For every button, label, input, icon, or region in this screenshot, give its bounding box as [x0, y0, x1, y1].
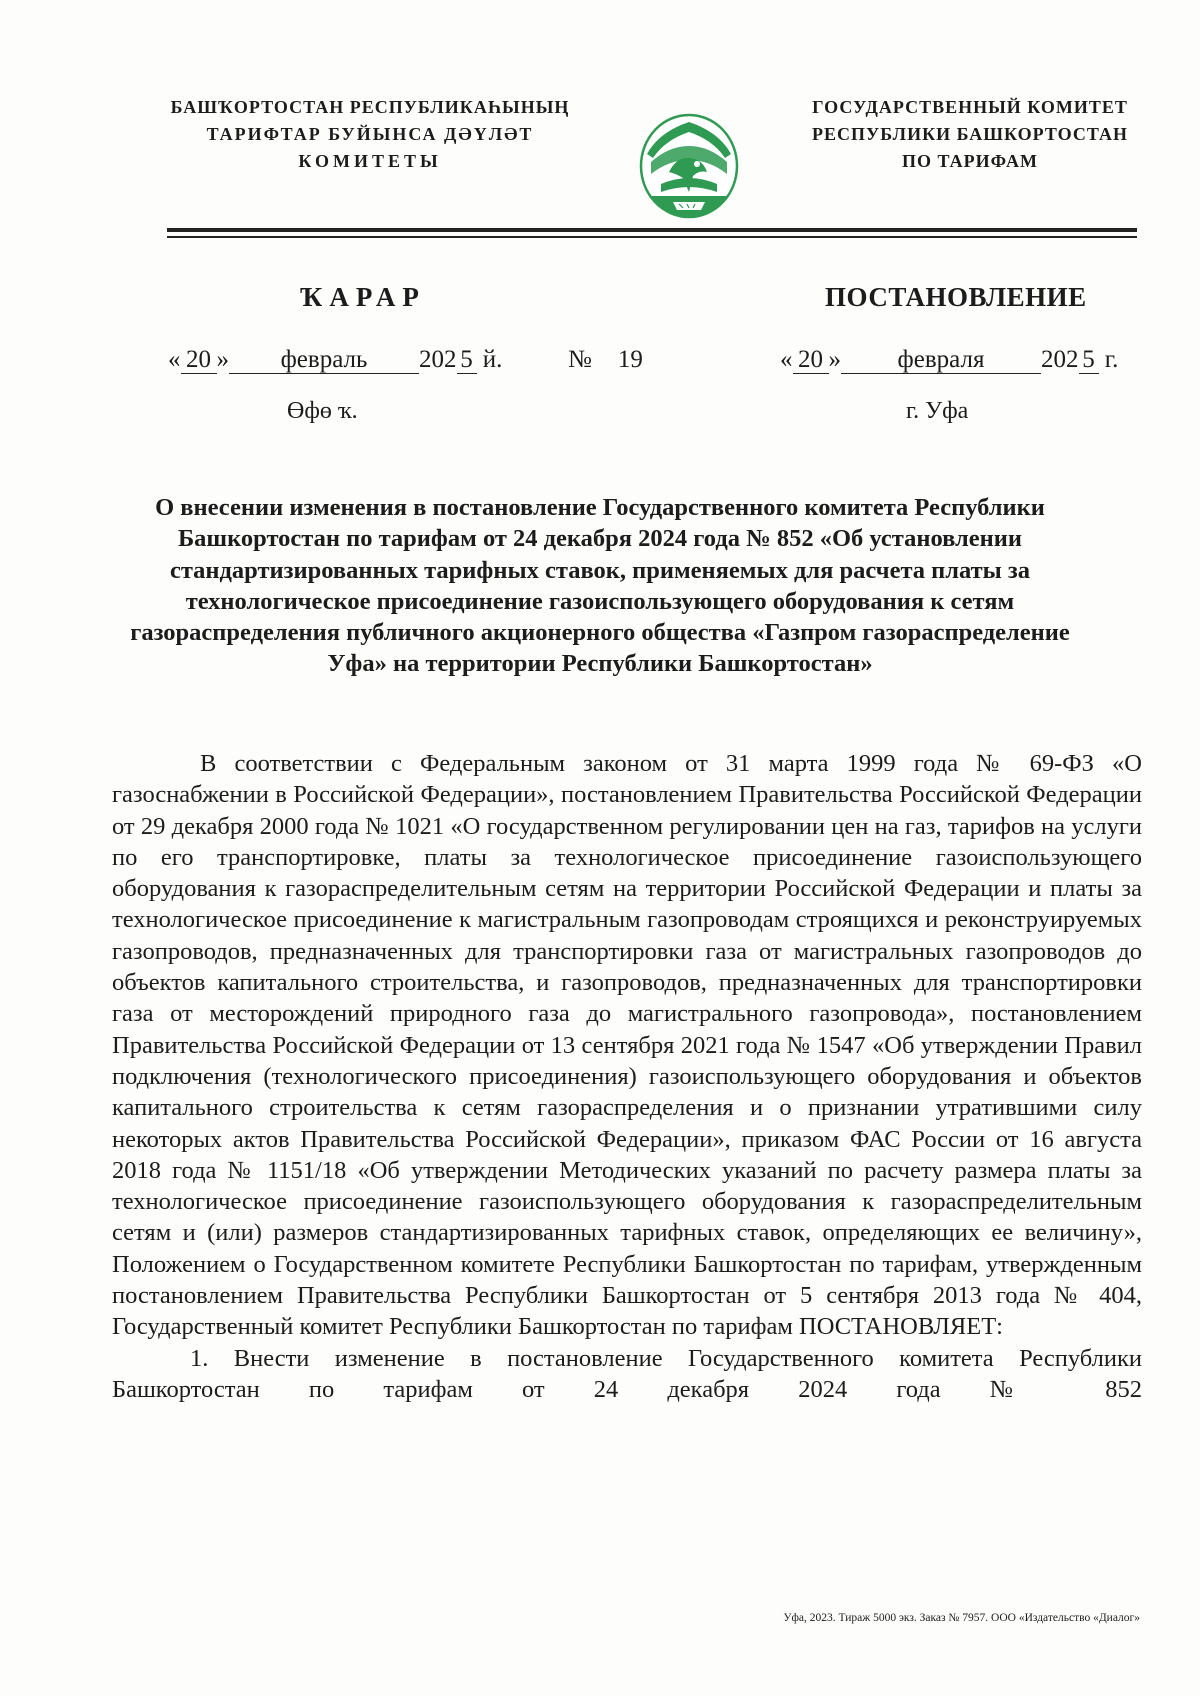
date-right-suffix: г. — [1104, 346, 1119, 373]
header-russian-org — [760, 94, 1180, 175]
header-left-line-3: КОМИТЕТЫ — [298, 151, 442, 171]
city-russian: г. Уфа — [906, 398, 969, 424]
header-right-line-3: ПО ТАРИФАМ — [902, 151, 1038, 171]
header-left-line-2: ТАРИФТАР БУЙЫНСА ДӘҮЛӘТ — [206, 124, 534, 144]
date-left-year-prefix: 202 — [419, 346, 457, 373]
header-left-line-1: БАШҠОРТОСТАН РЕСПУБЛИКАҺЫНЫҢ — [170, 97, 570, 117]
city-bashkir: Өфө ҡ. — [287, 398, 358, 424]
header-right-line-2: РЕСПУБЛИКИ БАШКОРТОСТАН — [812, 124, 1128, 144]
date-right-open-quote: « — [780, 346, 793, 373]
bashkortostan-emblem-icon — [638, 112, 740, 220]
date-left-close-quote: » — [216, 346, 229, 373]
header-right-line-1: ГОСУДАРСТВЕННЫЙ КОМИТЕТ — [812, 97, 1128, 117]
document-number — [568, 346, 643, 374]
date-left-suffix: й. — [482, 346, 503, 373]
body-preamble: В соответствии с Федеральным законом от 31 марта 1999 года № 69-ФЗ «О газоснабжении в Российской Федерации», постановлением Правительства Российской Федерации от 29 декабря 2000 года № 1021 «О государственном регулировании цен на газ, тарифов на услуги по его транспортировке, платы за технологическое присоединение газоиспользующего оборудования к газораспределительным сетям на территории Российской Федерации и платы за технологическое присоединение к магистральным газопроводам строящихся и реконструируемых газопроводов, предназначенных для транспортировки газа от магистральных газопроводов до объектов капитального строительства, и газопроводов, предназначенных для транспортировки газа от месторождений природного газа до магистрального газопровода», постановлением Правительства Российской Федерации от 13 сентября 2021 года № 1547 «Об утверждении Правил подключения (технологического присоединения) газоиспользующего оборудования и объектов капитального строительства к сетям газораспределения и о признании утратившими силу некоторых актов Правительства Российской Федерации», приказом ФАС России от 16 августа 2018 года № 1151/18 «Об утверждении Методических указаний по расчету размера платы за технологическое присоединение газоиспользующего оборудования к газораспределительным сетям и (или) размеров стандартизированных тарифных ставок, определяющих ее величину», Положением о Государственном комитете Республики Башкортостан по тарифам, утвержденным постановлением Правительства Республики Башкортостан от 5 сентября 2013 года № 404, Государственный комитет Республики Башкортостан по тарифам ПОСТАНОВЛЯЕТ: — [112, 750, 1142, 1341]
date-right-close-quote: » — [828, 346, 841, 373]
date-right-year-prefix: 202 — [1041, 346, 1079, 373]
number-sign: № — [568, 346, 592, 373]
date-russian — [780, 346, 1118, 374]
print-footer: Уфа, 2023. Тираж 5000 экз. Заказ № 7957. ООО «Издательство «Диалог» — [783, 1612, 1140, 1624]
date-left-day: 20 — [181, 347, 217, 374]
number-value: 19 — [617, 346, 643, 373]
document-body — [112, 748, 1142, 1405]
body-item-1: 1. Внести изменение в постановление Государственного комитета Республики Башкортостан по тарифам от 24 декабря 2024 года № 852 — [112, 1344, 1142, 1403]
date-bashkir — [168, 346, 502, 374]
document-title: О внесении изменения в постановление Государственного комитета Республики Башкортостан по тарифам от 24 декабря 2024 года № 852 «Об установлении стандартизированных тарифных ставок, применяемых для расчета платы за технологическое присоединение газоиспользующего оборудования к сетям газораспределения публичного акционерного общества «Газпром газораспределение Уфа» на территории Республики Башкортостан» — [130, 494, 1070, 678]
title-karar: ҠАРАР — [300, 282, 426, 312]
date-left-year-digit: 5 — [457, 347, 477, 374]
date-right-day: 20 — [793, 347, 829, 374]
header-bashkir-org — [150, 94, 590, 175]
date-right-month: февраля — [841, 347, 1041, 374]
date-right-year-digit: 5 — [1079, 347, 1099, 374]
date-left-month: февраль — [229, 347, 419, 374]
header-divider-thick — [167, 228, 1137, 232]
title-postanovlenie: ПОСТАНОВЛЕНИЕ — [825, 282, 1087, 312]
date-left-open-quote: « — [168, 346, 181, 373]
header-divider-thin — [167, 236, 1137, 238]
